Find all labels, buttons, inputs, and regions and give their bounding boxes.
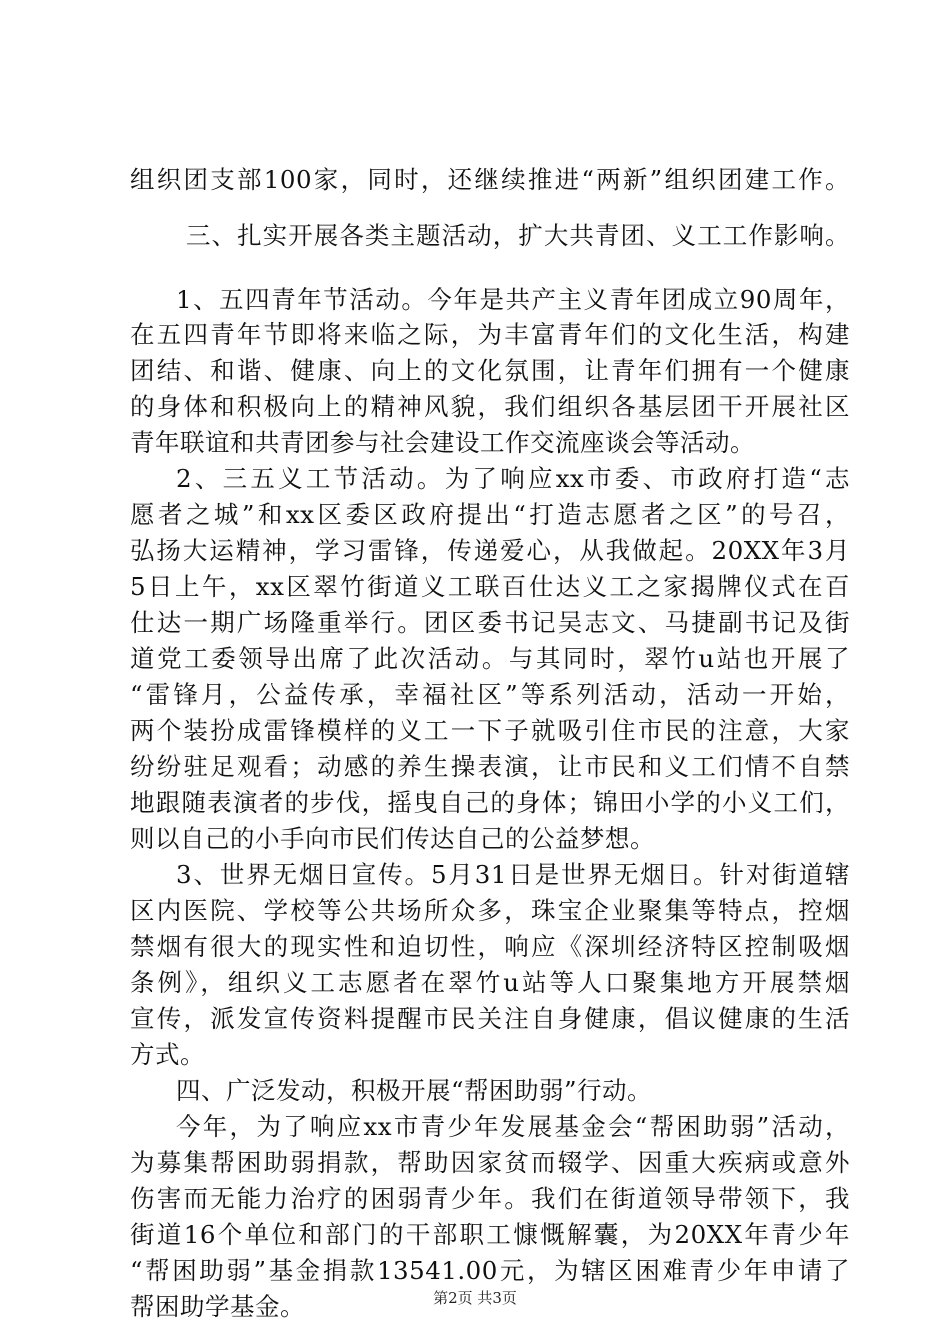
paragraph-line: 禁烟有很大的现实性和迫切性，响应《深圳经济特区控制吸烟 [130, 932, 850, 961]
paragraph-line: 宣传，派发宣传资料提醒市民关注自身健康，倡议健康的生活 [130, 1004, 850, 1033]
paragraph-line: “雷锋月，公益传承，幸福社区”等系列活动，活动一开始， [130, 680, 850, 709]
paragraph-line: 伤害而无能力治疗的困弱青少年。我们在街道领导带领下，我 [130, 1184, 850, 1213]
paragraph-line: 区内医院、学校等公共场所众多，珠宝企业聚集等特点，控烟 [130, 896, 850, 925]
paragraph-line: 今年，为了响应xx市青少年发展基金会“帮困助弱”活动， [176, 1112, 850, 1141]
paragraph-line: 街道16个单位和部门的干部职工慷慨解囊，为20XX年青少年 [130, 1220, 850, 1249]
section-heading-3: 三、扎实开展各类主题活动，扩大共青团、义工工作影响。 [186, 221, 850, 250]
paragraph-line: 为募集帮困助弱捐款，帮助因家贫而辍学、因重大疾病或意外 [130, 1148, 850, 1177]
paragraph-line: 3、世界无烟日宣传。5月31日是世界无烟日。针对街道辖 [176, 860, 850, 889]
paragraph-line: 在五四青年节即将来临之际，为丰富青年们的文化生活，构建 [130, 320, 850, 349]
paragraph-line: 纷纷驻足观看；动感的养生操表演，让市民和义工们情不自禁 [130, 752, 850, 781]
paragraph-line: 地跟随表演者的步伐，摇曳自己的身体；锦田小学的小义工们， [130, 788, 850, 817]
paragraph-line: 2、三五义工节活动。为了响应xx市委、市政府打造“志 [176, 464, 850, 493]
paragraph-line: 1、五四青年节活动。今年是共产主义青年团成立90周年， [176, 285, 850, 314]
paragraph-line: 则以自己的小手向市民们传达自己的公益梦想。 [130, 824, 655, 853]
paragraph-line: 弘扬大运精神，学习雷锋，传递爱心，从我做起。20XX年3月 [130, 536, 850, 565]
paragraph-line: 道党工委领导出席了此次活动。与其同时，翠竹u站也开展了 [130, 644, 850, 673]
paragraph-line: “帮困助弱”基金捐款13541.00元，为辖区困难青少年申请了 [130, 1256, 850, 1285]
paragraph-line: 两个装扮成雷锋模样的义工一下子就吸引住市民的注意，大家 [130, 716, 850, 745]
paragraph-line: 帮困助学基金。 [130, 1292, 305, 1321]
section-heading-4: 四、广泛发动，积极开展“帮困助弱”行动。 [176, 1076, 653, 1105]
paragraph-line: 团结、和谐、健康、向上的文化氛围，让青年们拥有一个健康 [130, 356, 850, 385]
paragraph-line: 的身体和积极向上的精神风貌，我们组织各基层团干开展社区 [130, 392, 850, 421]
paragraph-line: 愿者之城”和xx区委区政府提出“打造志愿者之区”的号召， [130, 500, 850, 529]
paragraph-line: 仕达一期广场隆重举行。团区委书记吴志文、马捷副书记及街 [130, 608, 850, 637]
paragraph-line: 方式。 [130, 1040, 205, 1069]
paragraph-line: 5日上午，xx区翠竹街道义工联百仕达义工之家揭牌仪式在百 [130, 572, 850, 601]
page-footer: 第2页 共3页 [433, 1289, 517, 1307]
paragraph-line: 条例》，组织义工志愿者在翠竹u站等人口聚集地方开展禁烟 [130, 968, 850, 997]
paragraph-line: 组织团支部100家，同时，还继续推进“两新”组织团建工作。 [130, 165, 850, 194]
paragraph-line: 青年联谊和共青团参与社会建设工作交流座谈会等活动。 [130, 428, 755, 457]
